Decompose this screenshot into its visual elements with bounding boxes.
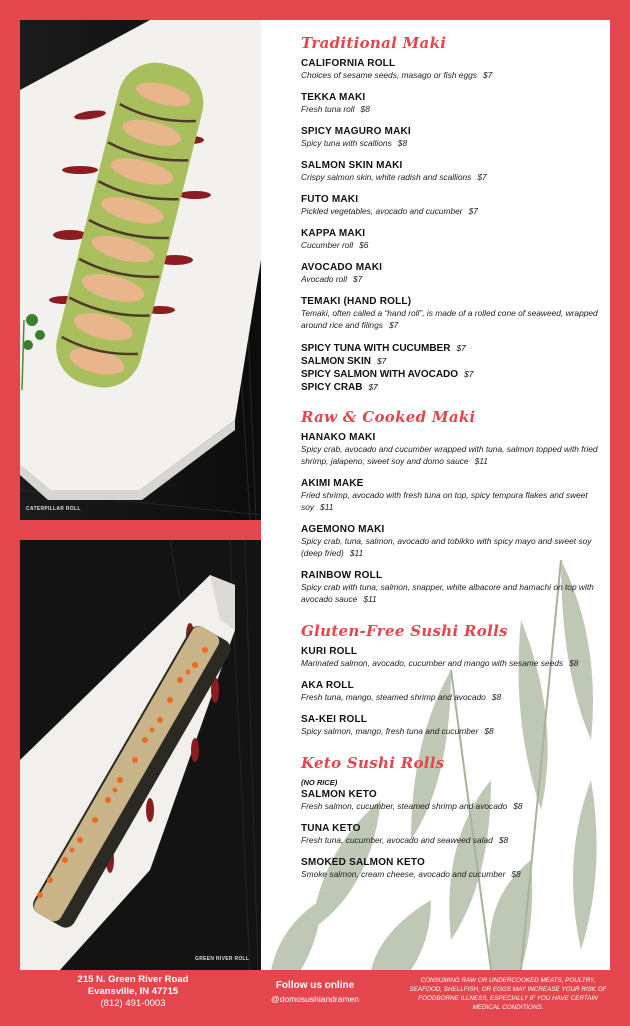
item-name: FUTO MAKI [301, 194, 359, 205]
item-name: AKA ROLL [301, 680, 354, 691]
item-desc: Spicy crab, avocado and cucumber wrapped with tuna, salmon topped with fried shrimp, jalapeno, sweet soy and domo sauce [301, 444, 598, 466]
item-name: AGEMONO MAKI [301, 524, 385, 535]
item-desc: Spicy salmon, mango, fresh tuna and cucumber [301, 726, 479, 736]
item-name: TEKKA MAKI [301, 92, 366, 103]
item-name: SALMON SKIN [301, 356, 371, 367]
item-desc: Avocado roll [301, 274, 347, 284]
social-handle[interactable]: @domosushiandramen [270, 994, 359, 1004]
item-desc: Crispy salmon skin, white radish and scallions [301, 172, 472, 182]
menu-item [301, 160, 601, 183]
gluten-free-list [301, 646, 601, 737]
item-name: RAINBOW ROLL [301, 570, 383, 581]
item-price: $7 [477, 172, 487, 182]
address-line-1: 215 N. Green River Road [77, 974, 189, 985]
item-desc: Pickled vegetables, avocado and cucumber [301, 206, 463, 216]
item-name: KURI ROLL [301, 646, 358, 657]
section-title-gluten-free: Gluten-Free Sushi Rolls [301, 622, 508, 640]
item-desc: Temaki, often called a “hand roll”, is made of a rolled cone of seaweed, wrapped around rice and filings [301, 308, 598, 330]
section-title-raw-cooked-maki: Raw & Cooked Maki [301, 408, 476, 426]
phone-number: (812) 491-0003 [100, 998, 166, 1009]
social-block [250, 980, 380, 1004]
item-desc: Cucumber roll [301, 240, 354, 250]
section-title-keto: Keto Sushi Rolls [301, 754, 445, 772]
menu-item [301, 714, 601, 737]
item-price: $8 [360, 104, 370, 114]
menu-item [301, 126, 601, 149]
item-name: TUNA KETO [301, 823, 361, 834]
item-name: AKIMI MAKE [301, 478, 364, 489]
caterpillar-roll-photo [20, 20, 261, 520]
item-price: $7 [456, 343, 466, 353]
item-name: SPICY SALMON WITH AVOCADO [301, 369, 459, 380]
item-price: $7 [368, 382, 378, 392]
item-name: AVOCADO MAKI [301, 262, 383, 273]
item-desc: Fried shrimp, avocado with fresh tuna on top, spicy tempura flakes and sweet soy [301, 490, 588, 512]
item-price: $6 [359, 240, 369, 250]
menu-item [301, 432, 601, 467]
item-desc: Smoke salmon, cream cheese, avocado and cucumber [301, 869, 506, 879]
item-name: SALMON KETO [301, 789, 377, 800]
footer [0, 970, 630, 1026]
item-desc: Marinated salmon, avocado, cucumber and mango with sesame seeds [301, 658, 564, 668]
item-price: $8 [491, 692, 502, 702]
menu-item [301, 570, 601, 605]
menu-item [301, 478, 601, 513]
item-desc: Fresh salmon, cucumber, steamed shrimp and avocado [301, 801, 508, 811]
item-price: $8 [498, 835, 509, 845]
plain-item [301, 368, 601, 381]
item-price: $7 [464, 369, 474, 379]
item-price: $8 [484, 726, 494, 736]
item-name: CALIFORNIA ROLL [301, 58, 396, 69]
menu-item [301, 524, 601, 559]
item-name: SPICY TUNA WITH CUCUMBER [301, 343, 451, 354]
item-price: $7 [482, 70, 493, 80]
menu-panel [261, 20, 610, 970]
item-name: SMOKED SALMON KETO [301, 857, 425, 868]
health-warning: CONSUMING RAW OR UNDERCOOKED MEATS, POULTRY, SEAFOOD, SHELLFISH, OR EGGS MAY INCREASE YOUR RISK OF FOODBORNE ILLNESS, ESPECIALLY IF YOU HAVE CERTAIN MEDICAL CONDITIONS. [409, 977, 607, 1011]
raw-cooked-maki-list [301, 432, 601, 605]
item-name: KAPPA MAKI [301, 228, 366, 239]
menu-content [301, 34, 601, 891]
menu-item [301, 296, 601, 331]
item-desc: Fresh tuna, mango, steamed shrimp and avocado [301, 692, 486, 702]
item-price: $8 [397, 138, 408, 148]
menu-item [301, 646, 601, 669]
photo-caption: GREEN RIVER ROLL [195, 956, 250, 962]
item-desc: Choices of sesame seeds, masago or fish eggs [301, 70, 477, 80]
item-name: TEMAKI (HAND ROLL) [301, 296, 412, 307]
item-name: SPICY MAGURO MAKI [301, 126, 411, 137]
item-price: $7 [468, 206, 478, 216]
item-name: SALMON SKIN MAKI [301, 160, 403, 171]
green-river-roll-photo [20, 540, 261, 970]
keto-note: (NO RICE) [301, 778, 338, 787]
plain-item [301, 342, 601, 355]
item-price: $8 [569, 658, 579, 668]
item-name: HANAKO MAKI [301, 432, 376, 443]
menu-item [301, 857, 601, 880]
section-title-traditional-maki: Traditional Maki [301, 34, 447, 52]
item-price: $11 [474, 456, 488, 466]
menu-item [301, 92, 601, 115]
plain-item [301, 355, 601, 368]
menu-item [301, 680, 601, 703]
item-price: $7 [377, 356, 387, 366]
item-price: $11 [349, 548, 364, 558]
menu-item [301, 194, 601, 217]
item-price: $11 [363, 594, 377, 604]
item-price: $7 [388, 320, 399, 330]
item-price: $7 [352, 274, 363, 284]
photo-caption: CATERPILLAR ROLL [26, 506, 81, 512]
item-desc: Fresh tuna roll [301, 104, 355, 114]
traditional-maki-list [301, 58, 601, 394]
item-desc: Fresh tuna, cucumber, avocado and seaweed salad [301, 835, 493, 845]
item-price: $8 [511, 869, 521, 879]
address-line-2: Evansville, IN 47715 [87, 986, 179, 997]
menu-item [301, 262, 601, 285]
item-price: $11 [320, 502, 334, 512]
item-desc: Spicy tuna with scallions [301, 138, 392, 148]
menu-item [301, 58, 601, 81]
menu-item [301, 823, 601, 846]
plain-item [301, 381, 601, 394]
item-price: $8 [513, 801, 523, 811]
item-name: SPICY CRAB [301, 382, 363, 393]
menu-item [301, 789, 601, 812]
address-block [58, 974, 208, 1010]
follow-heading: Follow us online [275, 980, 355, 991]
item-desc: Spicy crab with tuna, salmon, snapper, white albacore and hamachi on top with avocado sauce [301, 582, 594, 604]
menu-item [301, 228, 601, 251]
item-desc: Spicy crab, tuna, salmon, avocado and tobikko with spicy mayo and sweet soy (deep fried) [301, 536, 592, 558]
item-name: SA-KEI ROLL [301, 714, 368, 725]
keto-list [301, 789, 601, 880]
